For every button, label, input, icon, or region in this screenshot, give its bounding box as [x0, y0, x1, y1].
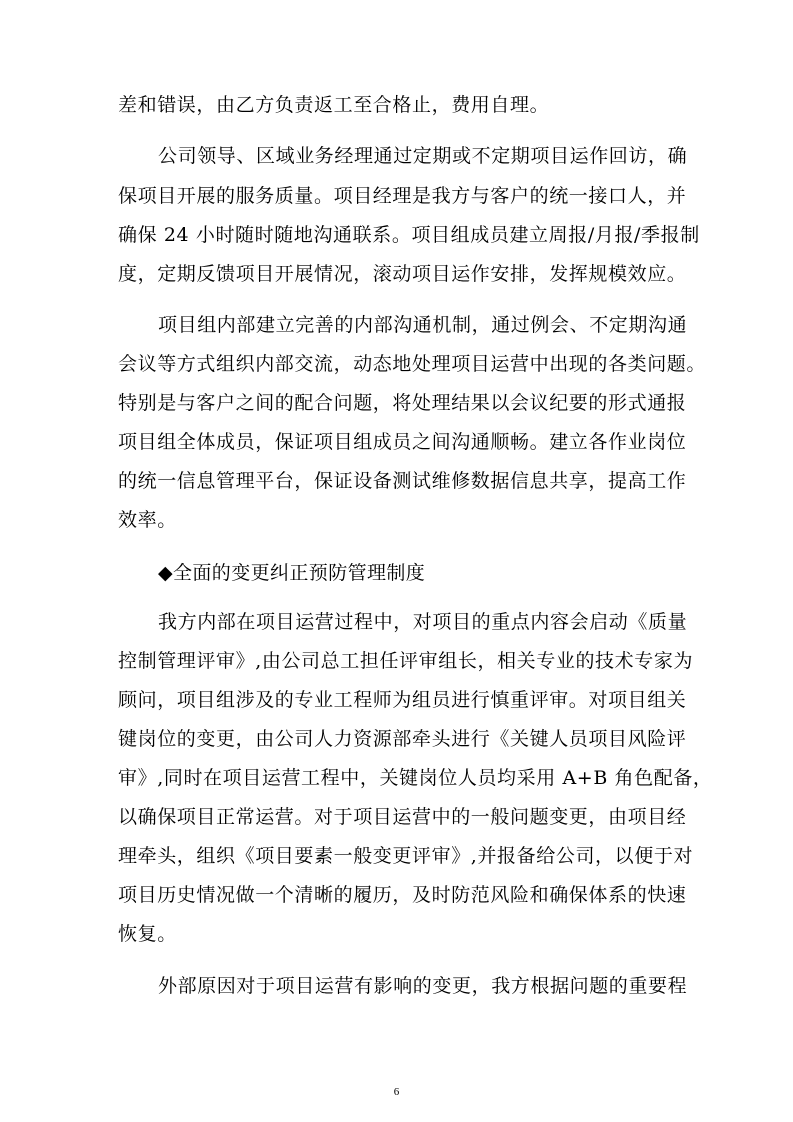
text-line: 确保 24 小时随时随地沟通联系。项目组成员建立周报/月报/季报制 — [118, 224, 700, 246]
text-line: 恢复。 — [118, 923, 177, 945]
text-line: 度，定期反馈项目开展情况，滚动项目运作安排，发挥规模效应。 — [118, 263, 687, 285]
text-line: 以确保项目正常运营。对于项目运营中的一般问题变更，由项目经 — [118, 806, 687, 828]
text-line: 差和错误，由乙方负责返工至合格止，费用自理。 — [118, 94, 550, 116]
text-line: 效率。 — [118, 509, 177, 531]
section-heading: ◆全面的变更纠正预防管理制度 — [158, 562, 426, 584]
text-line: 项目组全体成员，保证项目组成员之间沟通顺畅。建立各作业岗位 — [118, 431, 687, 453]
text-line: 键岗位的变更，由公司人力资源部牵头进行《关键人员项目风险评 — [118, 728, 687, 750]
text-line: 理牵头，组织《项目要素一般变更评审》,并报备给公司，以便于对 — [118, 845, 694, 867]
text-line: 项目历史情况做一个清晰的履历，及时防范风险和确保体系的快速 — [118, 884, 687, 906]
page-number: 6 — [393, 1086, 400, 1098]
text-line: 的统一信息管理平台，保证设备测试维修数据信息共享，提高工作 — [118, 470, 687, 492]
text-line: 顾问，项目组涉及的专业工程师为组员进行慎重评审。对项目组关 — [118, 689, 687, 711]
text-line: 审》,同时在项目运营工程中，关键岗位人员均采用 A+B 角色配备， — [118, 767, 713, 789]
text-line: 会议等方式组织内部交流，动态地处理项目运营中出现的各类问题。 — [118, 353, 707, 375]
text-line: 保项目开展的服务质量。项目经理是我方与客户的统一接口人，并 — [118, 185, 687, 207]
text-line: 项目组内部建立完善的内部沟通机制，通过例会、不定期沟通 — [158, 314, 688, 336]
text-line: 公司领导、区域业务经理通过定期或不定期项目运作回访，确 — [158, 145, 688, 167]
text-line: 控制管理评审》,由公司总工担任评审组长，相关专业的技术专家为 — [118, 650, 694, 672]
text-line: 特别是与客户之间的配合问题，将处理结果以会议纪要的形式通报 — [118, 392, 687, 414]
text-line: 外部原因对于项目运营有影响的变更，我方根据问题的重要程 — [158, 975, 688, 997]
text-line: 我方内部在项目运营过程中，对项目的重点内容会启动《质量 — [158, 611, 688, 633]
